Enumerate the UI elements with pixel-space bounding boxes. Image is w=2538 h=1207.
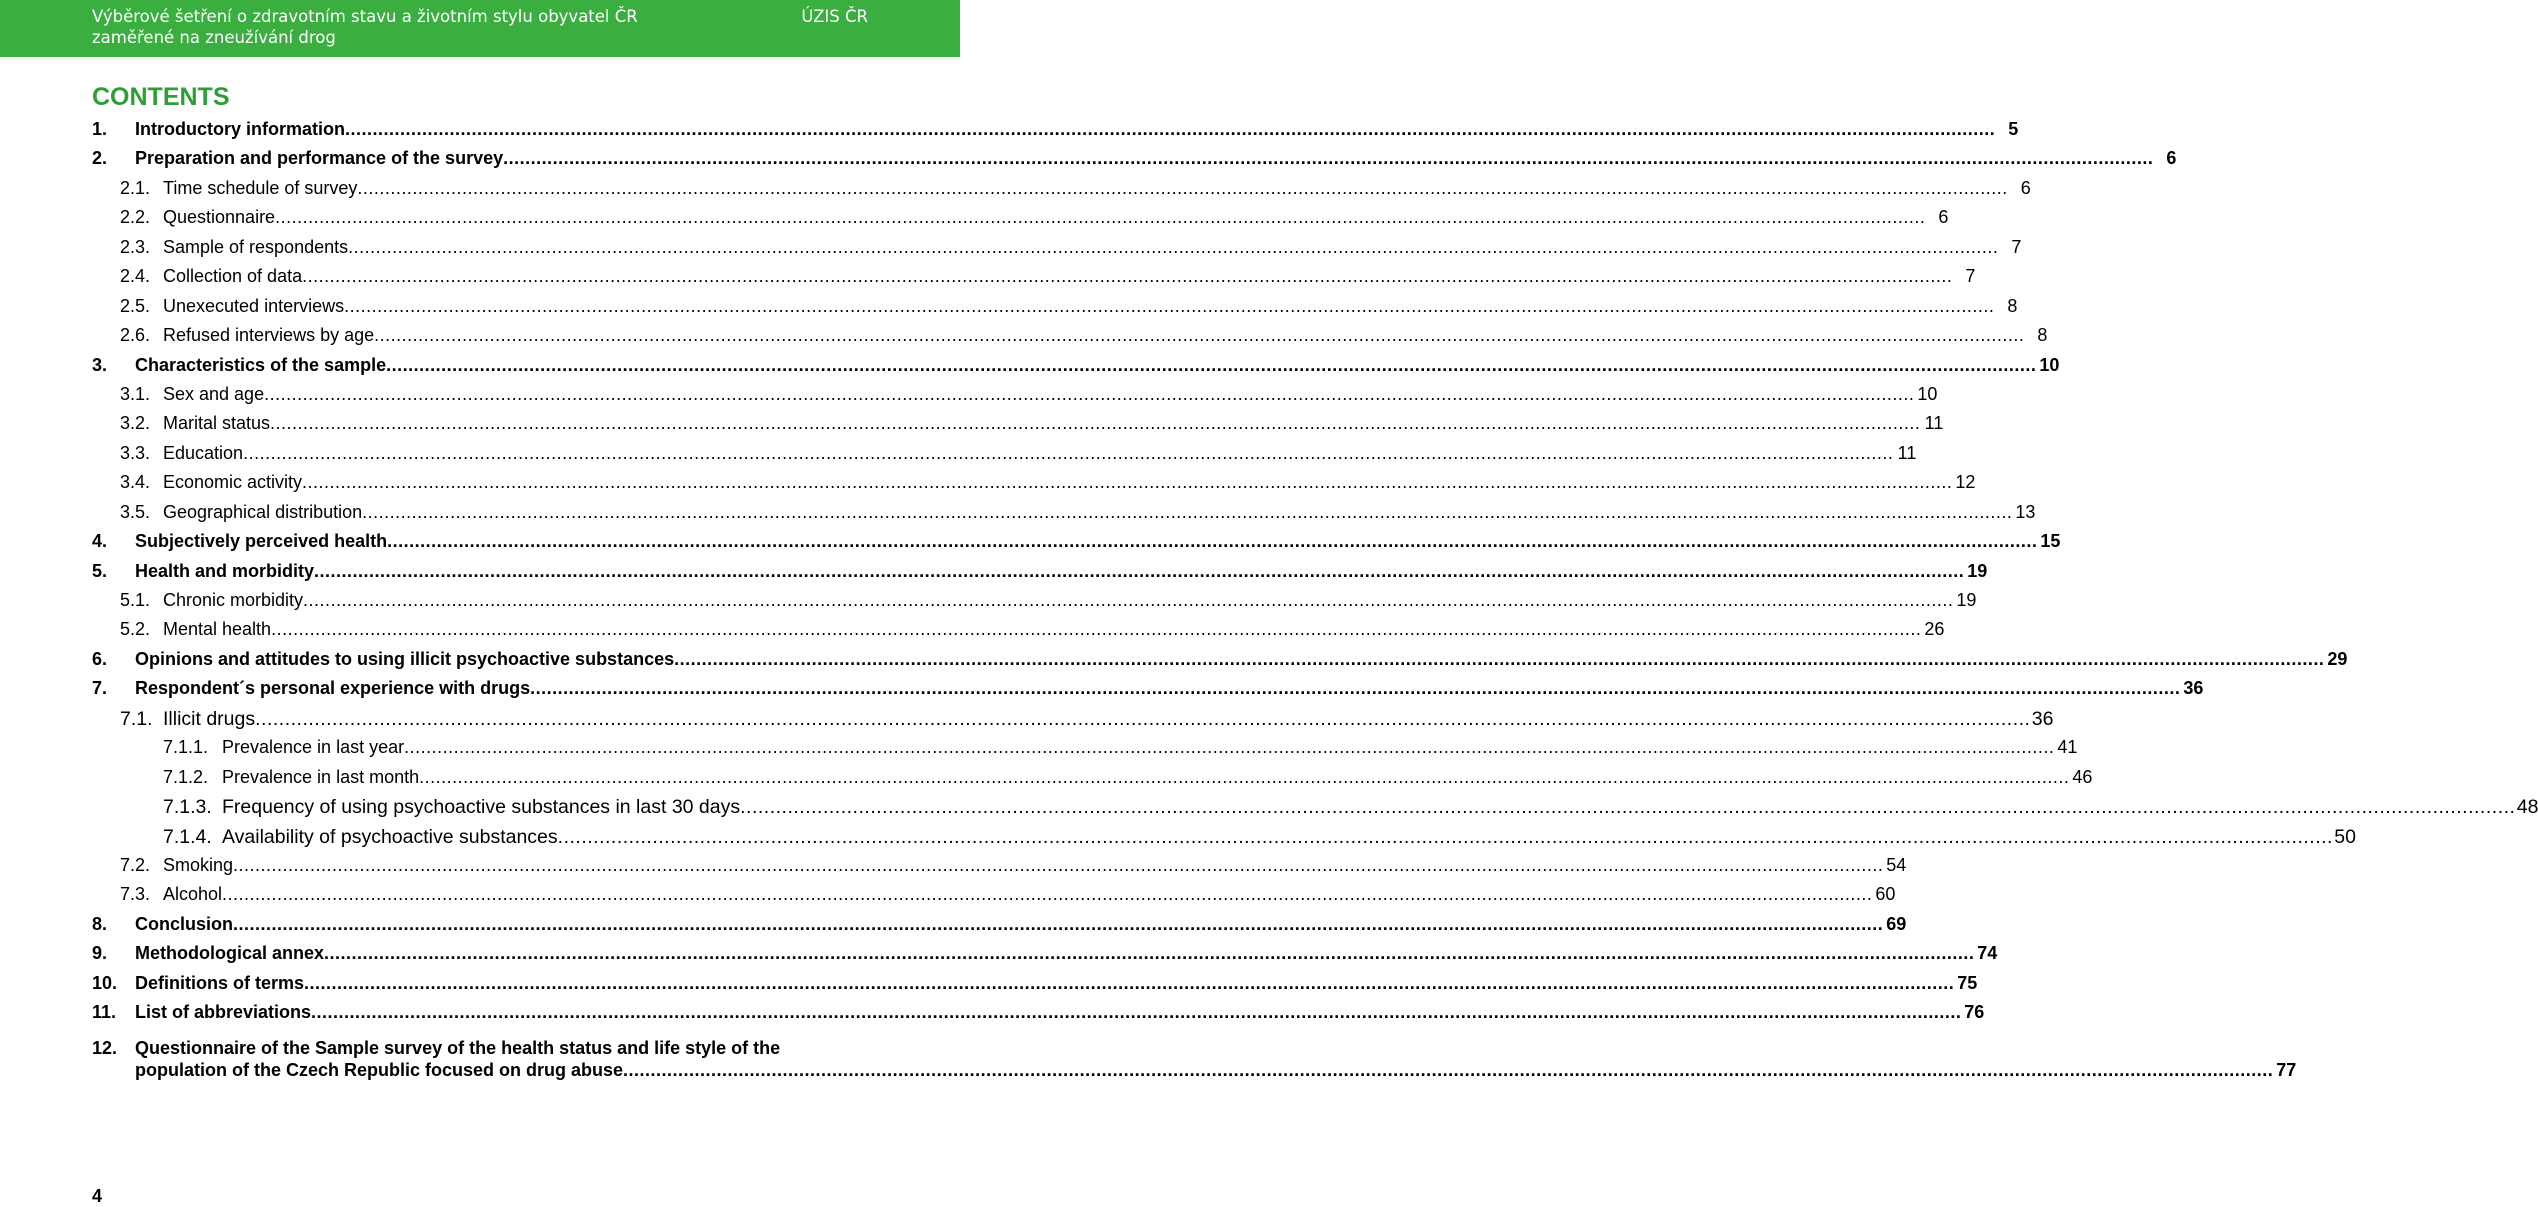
- toc-number: 9.: [92, 943, 108, 964]
- toc-number: 5.1.: [120, 590, 151, 610]
- toc-title: List of abbreviations: [135, 1002, 312, 1023]
- toc-page: 8: [2007, 295, 2018, 316]
- header-title-line2: zaměřené na zneužívání drog: [92, 28, 336, 47]
- toc-title: Illicit drugs: [163, 707, 256, 730]
- toc-page: 19: [1956, 590, 1977, 610]
- toc-leader: ............................................................................................................................................................................................................................................................................................................: [740, 796, 2516, 819]
- toc-page: 10: [1917, 383, 1938, 404]
- toc-number: 10.: [92, 972, 118, 993]
- toc-number: 7.1.: [120, 707, 153, 730]
- toc-title: Smoking: [163, 854, 234, 875]
- toc-entry[interactable]: [92, 177, 2031, 207]
- toc-number: 7.1.1.: [163, 737, 209, 758]
- toc-title: Education: [163, 442, 244, 463]
- toc-page: 5: [2008, 119, 2019, 139]
- toc-entry[interactable]: [92, 854, 1907, 884]
- toc-number: 7.1.4.: [163, 825, 212, 848]
- toc-page: 75: [1957, 972, 1978, 993]
- toc-title-line1: Questionnaire of the Sample survey of the health status and life style of the: [135, 1037, 781, 1058]
- toc-title: Introductory information: [135, 119, 345, 139]
- toc-entry[interactable]: [92, 442, 1917, 472]
- toc-number: 3.: [92, 354, 108, 375]
- toc-number: 2.4.: [120, 266, 151, 287]
- toc-entry[interactable]: [92, 1002, 1985, 1031]
- toc-number: 8.: [92, 913, 108, 934]
- toc-page: 12: [1955, 472, 1976, 493]
- toc-title: Questionnaire: [163, 207, 276, 228]
- toc-entry[interactable]: [92, 472, 1976, 501]
- toc-leader: ............................................................................................................................................................................................................................................................................................................: [255, 707, 2031, 730]
- toc-entry[interactable]: [92, 766, 2093, 796]
- toc-leader: ............................................................................................................................................................................................................................................................................................................: [386, 354, 2037, 375]
- toc-entry[interactable]: [92, 737, 2078, 766]
- toc-entry[interactable]: [92, 148, 2177, 177]
- toc-page: 6: [1938, 207, 1949, 228]
- toc-page: 36: [2183, 678, 2204, 699]
- toc-number: 3.5.: [120, 501, 151, 522]
- toc-entry[interactable]: [92, 648, 2348, 678]
- toc-leader: ............................................................................................................................................................................................................................................................................................................: [311, 1002, 1962, 1023]
- toc-number: 11.: [92, 1002, 117, 1023]
- toc-title: Alcohol: [163, 884, 223, 905]
- toc-leader: ............................................................................................................................................................................................................................................................................................................: [324, 943, 1975, 964]
- toc-title: Sample of respondents: [163, 236, 349, 257]
- toc-title: Unexecuted interviews: [163, 295, 345, 316]
- toc-leader: ............................................................................................................................................................................................................................................................................................................: [270, 413, 1921, 434]
- toc-entry[interactable]: [92, 796, 2538, 825]
- toc-number: 4.: [92, 531, 108, 552]
- toc-leader: ............................................................................................................................................................................................................................................................................................................: [623, 1059, 2274, 1080]
- toc-page: 6: [2020, 177, 2031, 198]
- toc-number: 5.: [92, 560, 108, 581]
- toc-page: 13: [2015, 501, 2036, 522]
- toc-leader: ............................................................................................................................................................................................................................................................................................................: [302, 472, 1953, 493]
- header-org: ÚZIS ČR: [801, 7, 868, 26]
- toc-number: 5.2.: [120, 619, 151, 640]
- toc-leader: ............................................................................................................................................................................................................................................................................................................: [374, 325, 2025, 346]
- toc-title: Availability of psychoactive substances: [222, 825, 558, 848]
- toc-leader: ............................................................................................................................................................................................................................................................................................................: [357, 177, 2008, 198]
- toc-title: Geographical distribution: [163, 501, 363, 522]
- toc-page: 11: [1897, 442, 1917, 463]
- toc-leader: ............................................................................................................................................................................................................................................................................................................: [243, 442, 1894, 463]
- toc-entry[interactable]: [92, 383, 1938, 413]
- toc-title: Characteristics of the sample: [135, 354, 387, 375]
- toc-number: 7.1.2.: [163, 766, 209, 787]
- toc-number: 2.: [92, 148, 108, 169]
- toc-page: 15: [2040, 531, 2061, 552]
- toc-page: 10: [2039, 354, 2060, 375]
- toc-page: 19: [1967, 560, 1988, 581]
- toc-entry[interactable]: [92, 678, 2204, 707]
- toc-page: 36: [2031, 707, 2054, 730]
- toc-entry[interactable]: [92, 501, 2036, 531]
- toc-title: Mental health: [163, 619, 272, 640]
- toc-number: 3.4.: [120, 472, 151, 493]
- toc-page: 41: [2057, 737, 2078, 758]
- toc-entry[interactable]: [92, 560, 1988, 590]
- toc-leader: ............................................................................................................................................................................................................................................................................................................: [275, 207, 1926, 228]
- toc-title: Preparation and performance of the survey: [135, 148, 504, 169]
- toc-page: 7: [1965, 266, 1976, 287]
- toc-page: 48: [2516, 796, 2538, 819]
- toc-title: Prevalence in last month: [222, 766, 420, 787]
- toc-leader: ............................................................................................................................................................................................................................................................................................................: [404, 737, 2055, 758]
- toc-entry[interactable]: [92, 619, 1945, 648]
- toc-page: 50: [2334, 825, 2356, 848]
- toc-entry[interactable]: [92, 236, 2022, 266]
- header-title: [92, 6, 732, 48]
- toc-leader: ............................................................................................................................................................................................................................................................................................................: [345, 119, 1996, 139]
- toc-leader: ............................................................................................................................................................................................................................................................................................................: [271, 619, 1922, 640]
- toc-leader: ............................................................................................................................................................................................................................................................................................................: [314, 560, 1965, 581]
- toc-page: 60: [1875, 884, 1896, 905]
- toc-entry[interactable]: [92, 825, 2356, 855]
- toc-number: 7.: [92, 678, 108, 699]
- toc-title: Prevalence in last year: [222, 737, 405, 758]
- toc-title: Opinions and attitudes to using illicit psychoactive substances: [135, 648, 675, 669]
- toc-leader: ............................................................................................................................................................................................................................................................................................................: [419, 766, 2070, 787]
- toc-title: Time schedule of survey: [163, 177, 358, 198]
- toc-page: 29: [2327, 648, 2348, 669]
- toc-entry[interactable]: [92, 266, 1976, 295]
- toc-entry[interactable]: [92, 884, 1896, 913]
- toc-leader: ............................................................................................................................................................................................................................................................................................................: [233, 854, 1884, 875]
- toc-number: 2.5.: [120, 295, 151, 316]
- toc-number: 7.1.3.: [163, 796, 212, 819]
- toc-page: 6: [2166, 148, 2177, 169]
- toc-title: Frequency of using psychoactive substances in last 30 days: [222, 796, 741, 819]
- table-of-contents: [92, 119, 2538, 1084]
- toc-leader: ............................................................................................................................................................................................................................................................................................................: [557, 825, 2333, 848]
- toc-title: Health and morbidity: [135, 560, 315, 581]
- toc-title: Respondent´s personal experience with drugs: [135, 678, 531, 699]
- toc-leader: ............................................................................................................................................................................................................................................................................................................: [264, 383, 1915, 404]
- toc-leader: ............................................................................................................................................................................................................................................................................................................: [348, 236, 1999, 257]
- page-header: [0, 0, 960, 57]
- toc-title: Conclusion: [135, 913, 233, 934]
- toc-title: Subjectively perceived health: [135, 531, 388, 552]
- toc-number: 2.3.: [120, 236, 151, 257]
- toc-number: 2.2.: [120, 207, 151, 228]
- toc-page: 11: [1924, 413, 1944, 434]
- toc-page: 74: [1977, 943, 1998, 964]
- toc-entry[interactable]: [92, 119, 2019, 148]
- toc-leader: ............................................................................................................................................................................................................................................................................................................: [344, 295, 1995, 316]
- toc-page: 8: [2037, 325, 2048, 346]
- toc-title: Sex and age: [163, 383, 265, 404]
- toc-leader: ............................................................................................................................................................................................................................................................................................................: [530, 678, 2181, 699]
- toc-number: 3.3.: [120, 442, 151, 463]
- toc-leader: ............................................................................................................................................................................................................................................................................................................: [362, 501, 2013, 522]
- toc-page: 7: [2011, 236, 2022, 257]
- toc-page: 77: [2276, 1059, 2297, 1080]
- toc-leader: ............................................................................................................................................................................................................................................................................................................: [503, 148, 2154, 169]
- toc-title: Methodological annex: [135, 943, 325, 964]
- toc-leader: ............................................................................................................................................................................................................................................................................................................: [674, 648, 2325, 669]
- toc-entry[interactable]: [92, 207, 1949, 236]
- toc-title-line2: population of the Czech Republic focused on drug abuse: [135, 1059, 624, 1080]
- toc-number: 2.1.: [120, 177, 151, 198]
- toc-entry[interactable]: [92, 707, 2054, 737]
- toc-entry[interactable]: [92, 295, 2018, 325]
- toc-page: 46: [2072, 766, 2093, 787]
- toc-number: 12.: [92, 1037, 118, 1058]
- header-title-line1: Výběrové šetření o zdravotním stavu a životním stylu obyvatel ČR: [92, 7, 638, 26]
- toc-entry[interactable]: [92, 943, 1998, 972]
- contents-title: CONTENTS: [92, 83, 230, 111]
- toc-page: 26: [1924, 619, 1945, 640]
- toc-entry[interactable]: [92, 325, 2048, 354]
- toc-leader: ............................................................................................................................................................................................................................................................................................................: [222, 884, 1873, 905]
- toc-entry[interactable]: [92, 354, 2060, 384]
- toc-entry[interactable]: [92, 531, 2061, 560]
- toc-leader: ............................................................................................................................................................................................................................................................................................................: [387, 531, 2038, 552]
- toc-title: Refused interviews by age: [163, 325, 375, 346]
- toc-page: 69: [1886, 913, 1907, 934]
- toc-entry[interactable]: [92, 1032, 2297, 1084]
- toc-number: 7.2.: [120, 854, 151, 875]
- toc-title: Definitions of terms: [135, 972, 305, 993]
- toc-entry[interactable]: [92, 590, 1977, 619]
- toc-leader: ............................................................................................................................................................................................................................................................................................................: [302, 266, 1953, 287]
- toc-leader: ............................................................................................................................................................................................................................................................................................................: [304, 972, 1955, 993]
- toc-leader: ............................................................................................................................................................................................................................................................................................................: [233, 913, 1884, 934]
- toc-title: Marital status: [163, 413, 271, 434]
- toc-number: 1.: [92, 119, 108, 139]
- toc-number: 3.2.: [120, 413, 151, 434]
- toc-number: 3.1.: [120, 383, 151, 404]
- page-number: 4: [92, 1186, 103, 1206]
- toc-title: Collection of data: [163, 266, 303, 287]
- toc-entry[interactable]: [92, 413, 1944, 442]
- toc-number: 7.3.: [120, 884, 151, 905]
- toc-title: Economic activity: [163, 472, 303, 493]
- toc-page: 54: [1886, 854, 1907, 875]
- toc-number: 2.6.: [120, 325, 151, 346]
- toc-title: Chronic morbidity: [163, 590, 304, 610]
- toc-page: 76: [1964, 1002, 1985, 1023]
- toc-leader: ............................................................................................................................................................................................................................................................................................................: [303, 590, 1954, 610]
- toc-entry[interactable]: [92, 913, 1907, 943]
- toc-entry[interactable]: [92, 972, 1978, 1002]
- toc-number: 6.: [92, 648, 108, 669]
